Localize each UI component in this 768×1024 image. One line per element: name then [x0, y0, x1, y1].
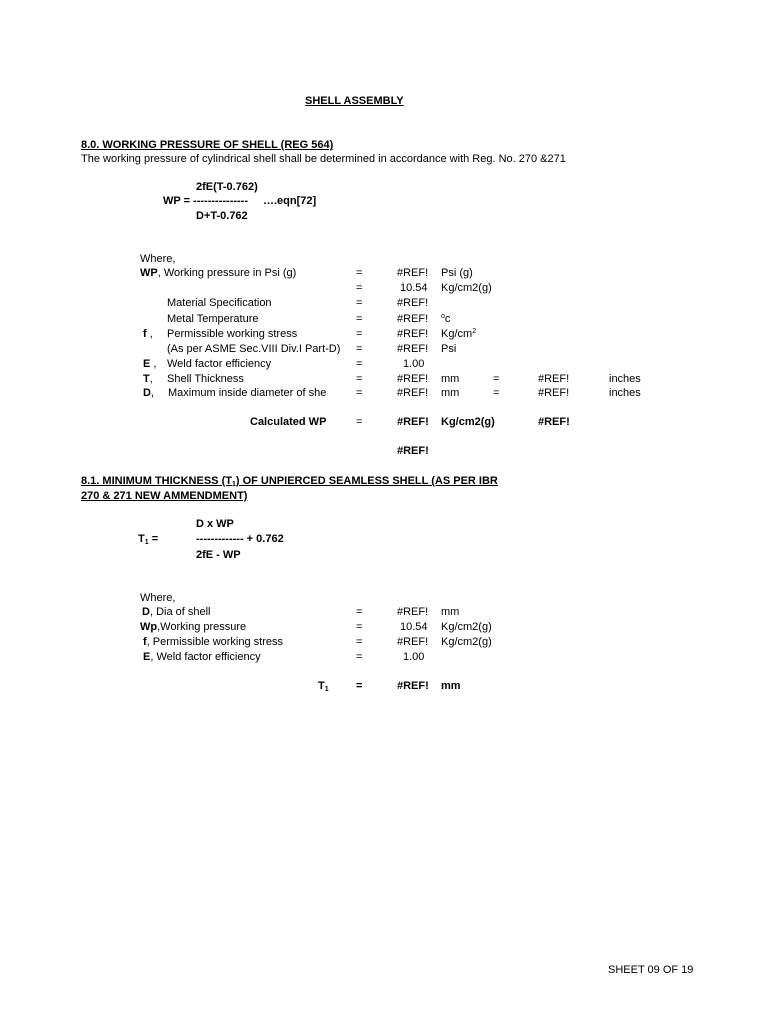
param-value: #REF! [397, 313, 429, 325]
equals-sign: = [493, 387, 500, 399]
param-unit: Psi [441, 343, 457, 355]
param-symbol: WP [140, 267, 158, 279]
param-value: 10.54 [400, 621, 428, 633]
param-unit: Psi (g) [441, 267, 473, 279]
calculated-wp-value-2: #REF! [538, 416, 570, 428]
equals-sign: = [356, 680, 363, 692]
param-desc: Material Specification [167, 297, 272, 309]
param-symbol: T, [143, 373, 153, 385]
equals-sign: = [356, 267, 363, 279]
sheet-number: SHEET 09 OF 19 [608, 964, 694, 976]
t1-result-label: $T_1$ [318, 680, 329, 693]
param-unit-inches: inches [609, 387, 641, 399]
equals-sign: = [356, 297, 363, 309]
calculated-wp-value: #REF! [397, 416, 429, 428]
param-value: 1.00 [403, 358, 425, 370]
param-unit: Kg/cm2(g) [441, 621, 492, 633]
wp-formula-numerator: 2fE(T-0.762) [196, 181, 258, 193]
param-value-inches: #REF! [538, 387, 570, 399]
equals-sign: = [356, 621, 363, 633]
equals-sign: = [356, 606, 363, 618]
param-desc: Weld factor efficiency [167, 358, 272, 370]
ref-line: #REF! [397, 445, 429, 457]
equals-sign: = [356, 636, 363, 648]
where-label: Where, [140, 253, 176, 265]
param-unit: mm [441, 606, 460, 618]
equals-sign: = [356, 313, 363, 325]
param-row: WP, Working pressure in Psi (g) [140, 267, 297, 279]
param-desc: Shell Thickness [167, 373, 244, 385]
param-row: f, Permissible working stress [143, 636, 283, 648]
t1-formula-denominator: 2fE - WP [196, 549, 241, 561]
param-value: #REF! [397, 343, 429, 355]
param-value: #REF! [397, 636, 429, 648]
param-value: 1.00 [403, 651, 425, 663]
section-8-1-heading: 8.1. MINIMUM THICKNESS $(T_1)$ OF UNPIERCED SEAMLESS SHELL (AS PER IBR [81, 475, 498, 488]
equals-sign: = [356, 651, 363, 663]
param-symbol: E , [143, 358, 157, 370]
param-value: #REF! [397, 387, 429, 399]
param-value: #REF! [397, 606, 429, 618]
section-8-0-heading: 8.0. WORKING PRESSURE OF SHELL (REG 564) [81, 139, 334, 151]
t1-formula-lhs: $T_1$ = [138, 533, 159, 546]
param-value: #REF! [397, 267, 429, 279]
calculated-wp-unit: Kg/cm2(g) [441, 416, 495, 428]
param-symbol: f , [143, 328, 153, 340]
param-unit: mm [441, 373, 460, 385]
equals-sign: = [356, 373, 363, 385]
wp-formula-eqn-ref: ….eqn[72] [263, 195, 317, 207]
t1-result-unit: mm [441, 680, 461, 692]
equals-sign: = [356, 358, 363, 370]
section-8-0-intro: The working pressure of cylindrical shell shall be determined in accordance with Reg. No. 270 &271 [81, 153, 566, 165]
where-label: Where, [140, 592, 176, 604]
param-value: #REF! [397, 297, 429, 309]
param-desc: Working pressure in Psi (g) [160, 267, 297, 279]
wp-formula-denominator: D+T-0.762 [196, 210, 248, 222]
param-unit: $Kg/cm^2$ [441, 328, 477, 340]
param-desc: (As per ASME Sec.VIII Div.I Part-D) [167, 343, 341, 355]
param-row: D, Dia of shell [142, 606, 211, 618]
t1-formula-numerator: D x WP [196, 518, 234, 530]
t1-result-value: #REF! [397, 680, 429, 692]
page-title: SHELL ASSEMBLY [305, 95, 404, 107]
param-desc: Metal Temperature [167, 313, 259, 325]
equals-sign: = [356, 282, 363, 294]
param-row: E, Weld factor efficiency [143, 651, 261, 663]
equals-sign: = [493, 373, 500, 385]
param-value-inches: #REF! [538, 373, 570, 385]
param-value: 10.54 [400, 282, 428, 294]
param-symbol: D, [143, 387, 155, 399]
equals-sign: = [356, 328, 363, 340]
param-value: #REF! [397, 373, 429, 385]
param-row: Wp,Working pressure [140, 621, 247, 633]
param-unit: Kg/cm2(g) [441, 282, 492, 294]
param-desc: Maximum inside diameter of she [168, 387, 327, 399]
wp-formula-lhs: WP = --------------- [163, 195, 249, 207]
equals-sign: = [356, 387, 363, 399]
param-unit: Kg/cm2(g) [441, 636, 492, 648]
equals-sign: = [356, 343, 363, 355]
t1-formula-middle: ------------- + 0.762 [196, 533, 284, 545]
param-unit: $^o$c [441, 313, 451, 325]
param-unit: mm [441, 387, 460, 399]
calculated-wp-label: Calculated WP [250, 416, 327, 428]
param-desc: Permissible working stress [167, 328, 298, 340]
section-8-1-heading-line2: 270 & 271 NEW AMMENDMENT) [81, 490, 248, 502]
param-unit-inches: inches [609, 373, 641, 385]
param-value: #REF! [397, 328, 429, 340]
equals-sign: = [356, 416, 363, 428]
